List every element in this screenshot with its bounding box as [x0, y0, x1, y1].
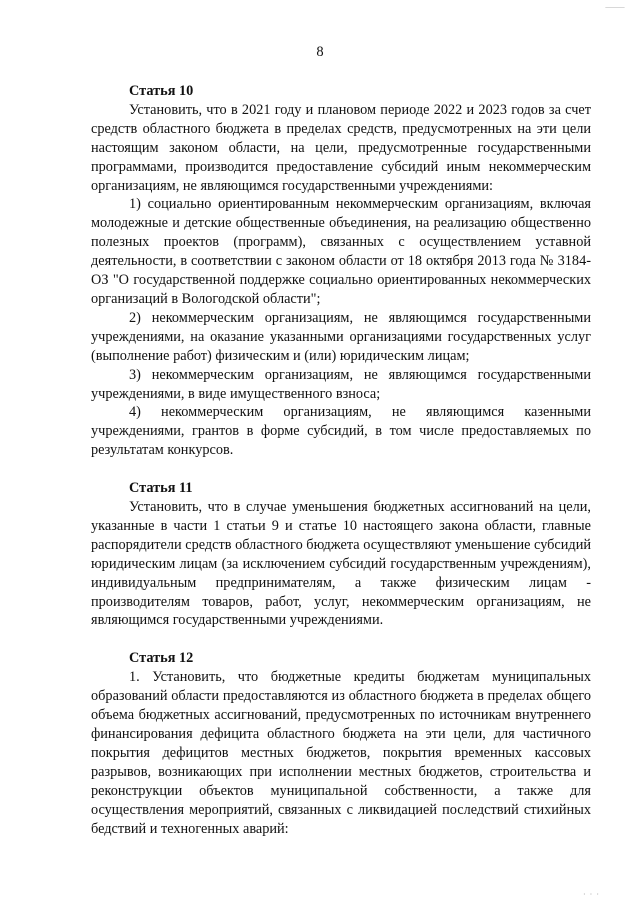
section-spacer — [91, 630, 591, 649]
article-10-item-1: 1) социально ориентированным некоммерческим организациям, включая молодежные и детские общественные объединения, на реализацию общественно полезных проектов (программ), связанных с осуществлением уставной деятельности, в соответствии с законом области от 18 октября 2013 года № 3184-ОЗ "О государственной поддержке социально ориентированных некоммерческих организаций в Вологодской области"; — [91, 196, 591, 307]
document-body — [91, 82, 591, 838]
article-12 — [91, 649, 591, 838]
article-12-text: 1. Установить, что бюджетные кредиты бюджетам муниципальных образований области предоставляются из областного бюджета в пределах общего объема бюджетных ассигнований, предусмотренных по источникам внутреннего финансирования дефицита областного бюджета на эти цели, для частичного покрытия дефицитов местных бюджетов, покрытия временных кассовых разрывов, возникающих при исполнении местных бюджетов, строительства и реконструкции объектов муниципальной собственности, а также для осуществления мероприятий, связанных с ликвидацией последствий стихийных бедствий и техногенных аварий: — [91, 669, 591, 837]
article-10-item-3: 3) некоммерческим организациям, не являющимся государственными учреждениями, в виде имущественного взноса; — [91, 366, 591, 402]
scan-artifact-mark: ⸻ — [605, 3, 626, 12]
article-10-intro: Установить, что в 2021 году и плановом периоде 2022 и 2023 годов за счет средств областного бюджета в пределах средств, предусмотренных на эти цели настоящим законом области, на цели, предусмотренные государственными программами, производится предоставление субсидий иным некоммерческим организациям, не являющимся государственными учреждениями: — [91, 101, 591, 194]
article-10 — [91, 82, 591, 460]
article-10-heading: Статья 10 — [129, 83, 194, 99]
page-number: 8 — [316, 44, 324, 60]
scan-artifact-mark: · · · — [583, 890, 600, 899]
article-11 — [91, 479, 591, 630]
article-11-heading: Статья 11 — [129, 480, 193, 497]
article-10-item-4: 4) некоммерческим организациям, не являющимся казенными учреждениями, грантов в форме субсидий, в том числе предоставляемых по результатам конкурсов. — [91, 404, 591, 459]
article-10-item-2: 2) некоммерческим организациям, не являющимся государственными учреждениями, на оказание указанными организациями государственных услуг (выполнение работ) физическим и (или) юридическим лицам; — [91, 309, 591, 364]
section-spacer — [91, 460, 591, 479]
article-11-text: Установить, что в случае уменьшения бюджетных ассигнований на цели, указанные в части 1 статьи 9 и статье 10 настоящего закона области, главные распорядители средств областного бюджета осуществляют уменьшение субсидий юридическим лицам (за исключением субсидий государственным учреждениям), индивидуальным предпринимателям, а также физическим лицам - производителям товаров, работ, услуг, некоммерческим организациям, не являющимся государственными учреждениями. — [91, 499, 591, 629]
article-12-heading: Статья 12 — [129, 650, 194, 667]
